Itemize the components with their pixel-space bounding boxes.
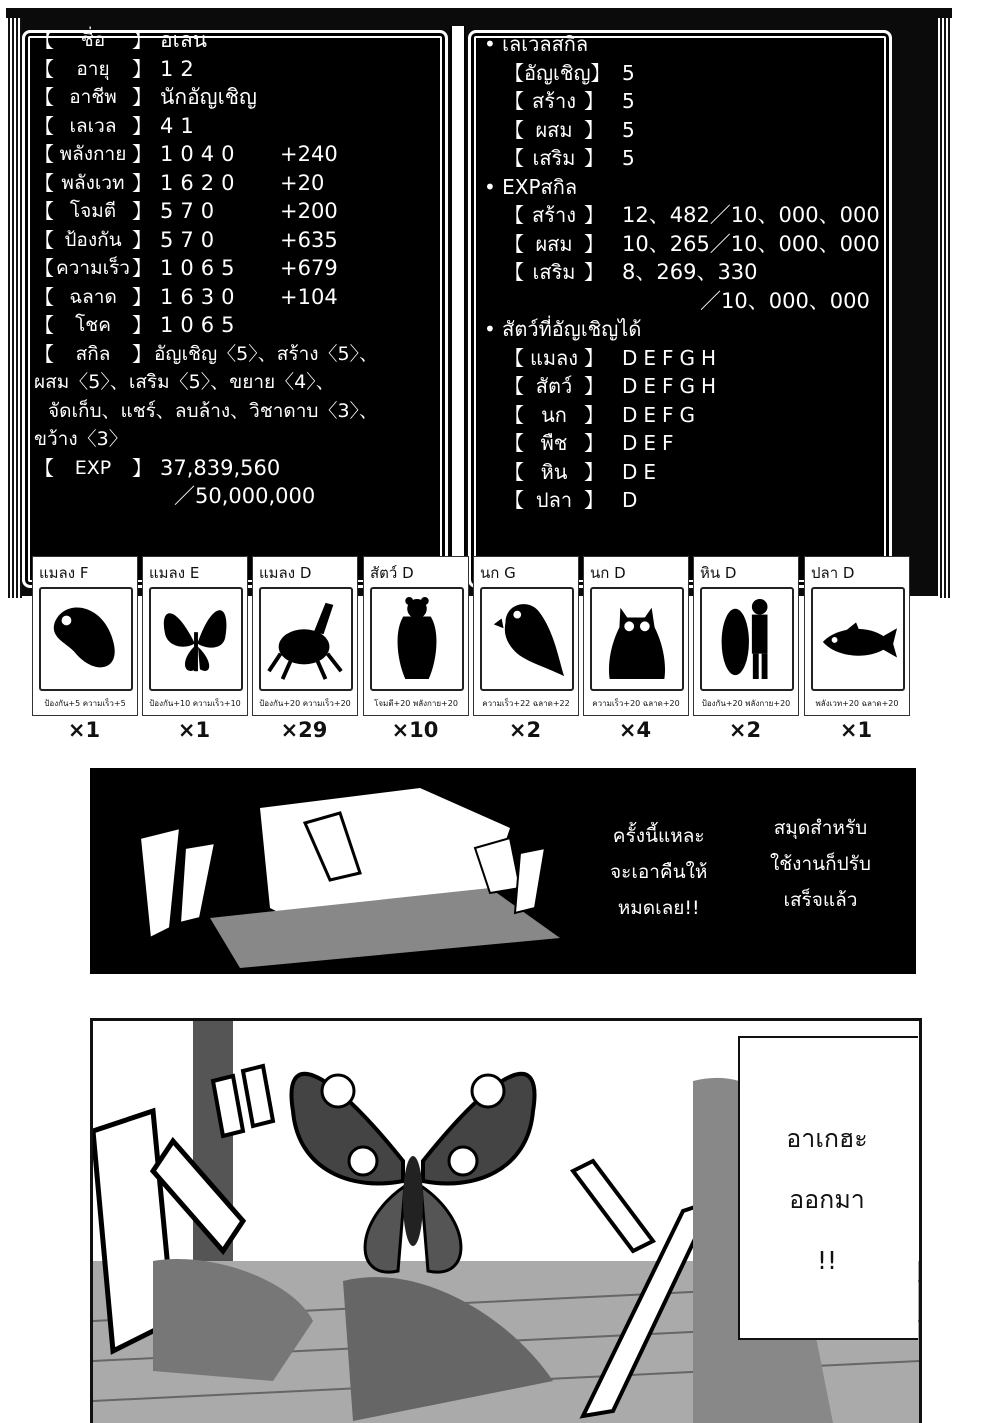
summons-value: D [622,488,644,512]
card-count: ×1 [177,718,211,742]
book-page-edge-right [938,18,952,598]
skill-exp-row: 【 สร้าง 】 12、482／10、000、000 [484,201,880,230]
butterfly-icon [155,593,237,685]
stat-label: ชื่อ [80,29,106,51]
stat-label: ฉลาด [69,285,117,308]
card-count: ×29 [280,718,328,742]
skill-exp-value: 10、265／10、000、000 [622,231,880,256]
skill-exp-value: 12、482／10、000、000 [622,203,880,227]
beetle-icon [265,593,347,685]
stat-bonus: +104 [280,284,338,309]
card-stat: ความเร็ว+20 ฉลาด+20 [592,699,680,708]
stat-label: พลังเวท [61,171,125,194]
card-title: ปลา D [811,564,855,582]
stat-label: พลังกาย [59,143,127,165]
summon-card [32,556,138,716]
skill-panel [484,30,880,515]
skill-level-row: 【 สร้าง 】 5 [484,87,880,116]
skill-level-value: 5 [622,146,641,170]
stat-value: 41 [160,113,201,138]
stat-bonus: +679 [280,256,338,280]
summon-card [693,556,799,716]
skill-level-row: 【 เสริม 】 5 [484,144,880,173]
skill-line-4: ขว้าง〈3〉 [34,428,128,450]
skill-row: 【 สกิล 】 อัญเชิญ〈5〉、สร้าง〈5〉、 [34,340,378,369]
summons-label: ปลา [535,488,573,512]
skill-exp-value: 8、269、330 [622,260,758,284]
fish-icon [817,593,899,685]
card-stat: ป้องกัน+20 ความเร็ว+20 [259,699,351,708]
card-stat: พลังเวท+20 ฉลาด+20 [815,699,899,708]
stat-value: อเลน [160,28,208,52]
card-stat: ความเร็ว+22 ฉลาด+22 [482,699,570,708]
stat-label: ความเร็ว [56,257,130,279]
skill-level-value: 5 [622,60,641,85]
skill-level-heading: • เลเวลสกิล [484,32,589,56]
stat-row: 【 พลังเวท 】 1620 +20 [34,169,378,198]
summons-row: 【 แมลง 】 DEFGH [484,344,880,373]
stat-row: 【 ความเร็ว 】 1065 +679 [34,254,378,283]
card-title: นก G [480,564,516,582]
summon-card [252,556,358,716]
summons-label: สัตว์ [535,374,573,398]
card-title: แมลง D [259,564,312,582]
exp-max: ／50,000,000 [174,484,316,508]
summon-card [142,556,248,716]
card-frame [149,587,243,691]
stat-row: 【 โจมตี 】 570 +200 [34,197,378,226]
summons-value: DEFG [622,402,702,427]
stat-row: 【 พลังกาย 】 1040 +240 [34,140,378,169]
card-frame [39,587,133,691]
card-frame [259,587,353,691]
card-count: ×1 [839,718,873,742]
stat-row: 【 ป้องกัน 】 570 +635 [34,226,378,255]
exp-value: 37,839,560 [160,455,281,480]
caption-left: ครั้งนี้แหละ จะเอาคืนให้ หมดเลย!! [610,825,708,919]
skill-level-row: 【 อัญเชิญ 】 5 [484,59,880,88]
parrot-icon [486,593,568,685]
summons-label: หิน [540,459,568,484]
summons-row: 【 ปลา 】 D [484,486,880,515]
summon-card [583,556,689,716]
card-title: แมลง E [149,564,200,582]
exp-label: EXP [74,456,112,479]
skill-level-label: อัญเชิญ [524,60,591,85]
summon-card-row [32,556,912,716]
skill-level-label: เสริม [532,146,576,170]
larva-icon [45,593,127,685]
summons-label: นก [541,402,567,427]
card-frame [811,587,905,691]
summon-card [363,556,469,716]
summons-value: DE [622,459,663,484]
stat-value: 1620 [160,170,242,195]
summons-value: DEFGH [622,345,723,370]
card-frame [370,587,464,691]
skill-level-label: สร้าง [532,89,576,113]
owl-icon [596,593,678,685]
card-frame [480,587,574,691]
card-title: แมลง F [39,564,89,582]
card-stat: โจมตี+20 พลังกาย+20 [374,699,458,708]
speech-bubble-text: อาเกฮะ ออกมา !! [786,1124,868,1275]
stat-value: นักอัญเชิญ [160,85,257,109]
stat-value: 1630 [160,284,242,309]
stat-bonus: +240 [280,142,338,166]
skill-exp-denominator: ／10、000、000 [700,288,870,313]
stat-row: 【 อาชีพ 】 นักอัญเชิญ [34,83,378,112]
stat-row: 【 อายุ 】 12 [34,55,378,84]
caption-right: สมุดสำหรับ ใช้งานก็ปรับ เสร็จแล้ว [770,817,871,911]
card-title: หิน D [700,564,737,582]
summons-label: พืช [540,431,568,455]
stat-row: 【 ฉลาด 】 1630 +104 [34,283,378,312]
skill-exp-heading: • EXPสกิล [484,174,578,199]
skill-line-3: จัดเก็บ、แชร์、ลบล้าง、วิชาดาบ〈3〉、 [48,399,379,422]
skill-exp-row: 【 เสริม 】 8、269、330 [484,258,880,287]
bear-icon [376,593,458,685]
book-page-edge-left [6,18,22,598]
stat-label: โชค [75,314,111,336]
skill-level-value: 5 [622,89,641,113]
stat-value: 1040 [160,142,242,166]
stat-value: 1065 [160,313,242,337]
card-count: ×2 [508,718,542,742]
stat-row: 【 เลเวล 】 41 [34,112,378,141]
skill-level-label: ผสม [535,117,573,142]
summons-label: แมลง [529,345,579,370]
stat-value: 570 [160,199,222,223]
skill-level-value: 5 [622,117,641,142]
book-panel [90,768,916,974]
skill-exp-label: ผสม [535,231,573,256]
stat-label: ป้องกัน [64,228,122,251]
skill-level-row: 【 ผสม 】 5 [484,116,880,145]
card-stat: ป้องกัน+10 ความเร็ว+10 [149,699,241,708]
summon-card [473,556,579,716]
card-count: ×10 [391,718,439,742]
skill-line-2: ผสม〈5〉、เสริม〈5〉、ขยาย〈4〉、 [34,371,335,393]
card-frame [590,587,684,691]
card-frame [700,587,794,691]
summons-row: 【 สัตว์ 】 DEFGH [484,372,880,401]
skill-line-1: อัญเชิญ〈5〉、สร้าง〈5〉、 [154,342,379,365]
card-stat: ป้องกัน+20 พลังกาย+20 [701,699,791,708]
summons-heading: • สัตว์ที่อัญเชิญได้ [484,317,642,341]
stat-label: เลเวล [69,114,117,137]
card-title: นก D [590,564,626,582]
card-title: สัตว์ D [370,564,414,582]
summon-card [804,556,910,716]
stat-value: 12 [160,56,201,81]
stat-value: 1065 [160,256,242,280]
card-count: ×2 [728,718,762,742]
stone-knight-icon [706,593,788,685]
stat-bonus: +20 [280,170,325,195]
skill-exp-label: สร้าง [532,203,576,227]
summons-value: DEF [622,431,680,455]
stat-label: อายุ [76,57,110,80]
butterfly-illustration [291,1074,534,1272]
stat-bonus: +635 [280,227,338,252]
summons-row: 【 นก 】 DEFG [484,401,880,430]
summons-row: 【 หิน 】 DE [484,458,880,487]
stat-bonus: +200 [280,199,338,223]
skill-exp-row: 【 ผสม 】 10、265／10、000、000 [484,230,880,259]
skill-exp-label: เสริม [532,260,576,284]
card-stat: ป้องกัน+5 ความเร็ว+5 [44,699,126,708]
summons-value: DEFGH [622,374,723,398]
exp-row: 【 EXP 】 37,839,560 [34,454,378,483]
stat-label: โจมตี [69,200,117,222]
stat-value: 570 [160,227,222,252]
book-spine [450,26,466,588]
status-list [34,26,378,511]
summons-row: 【 พืช 】 DEF [484,429,880,458]
card-count: ×1 [67,718,101,742]
skill-label: สกิล [75,342,111,365]
stat-row: 【 ชื่อ 】 อเลน [34,26,378,55]
stat-row: 【 โชค 】 1065 [34,311,378,340]
stat-label: อาชีพ [69,86,117,108]
card-count: ×4 [618,718,652,742]
